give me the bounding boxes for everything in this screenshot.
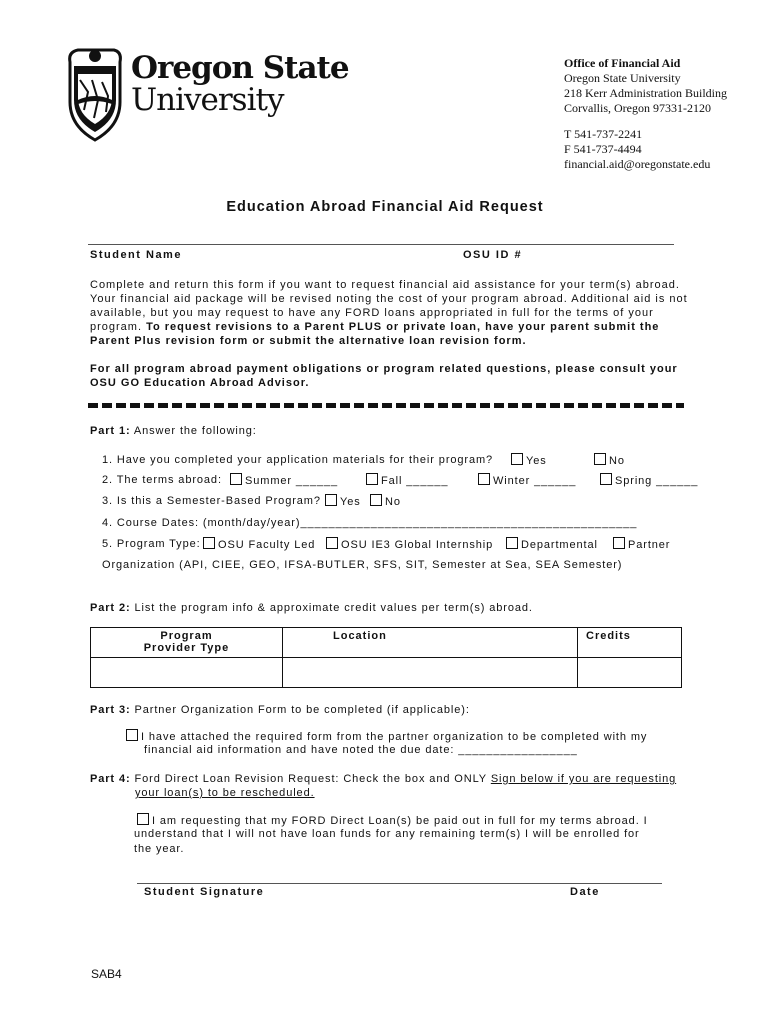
fax: F 541-737-4494 xyxy=(564,142,642,156)
table-row[interactable] xyxy=(91,658,682,688)
institution-name: Oregon State University xyxy=(564,71,681,85)
q2-winter-label: Winter ______ xyxy=(493,475,577,487)
program-table xyxy=(90,627,682,688)
part4-check-line2: understand that I will not have loan funds for any remaining term(s) I will be enrolled for xyxy=(134,828,640,840)
q3-no[interactable] xyxy=(370,494,401,508)
q1-no-label: No xyxy=(609,455,625,467)
student-name-label: Student Name xyxy=(90,249,182,261)
intro-paragraph xyxy=(90,278,690,348)
q2-text: 2. The terms abroad: xyxy=(102,474,222,486)
checkbox[interactable] xyxy=(366,473,378,485)
q1-text: 1. Have you completed your application materials for their program? xyxy=(102,454,494,466)
part4-heading xyxy=(90,773,676,785)
checkbox[interactable] xyxy=(370,494,382,506)
part3-heading xyxy=(90,704,470,716)
student-signature-label: Student Signature xyxy=(144,886,265,898)
q2-spring[interactable] xyxy=(600,473,698,487)
q2-summer[interactable] xyxy=(230,473,338,487)
part3-text: Partner Organization Form to be completed (if applicable): xyxy=(134,704,470,716)
part2-text: List the program info & approximate credit values per term(s) abroad. xyxy=(134,602,533,614)
q3-yes-label: Yes xyxy=(340,496,361,508)
email: financial.aid@oregonstate.edu xyxy=(564,157,711,171)
university-name-line1: Oregon State xyxy=(131,50,349,86)
university-name-line2: University xyxy=(131,82,284,118)
form-code: SAB4 xyxy=(91,967,122,981)
q4-text: 4. Course Dates: (month/day/year)________________________________________________ xyxy=(102,517,638,529)
location-cell[interactable] xyxy=(283,658,578,688)
city: Corvallis, Oregon 97331-2120 xyxy=(564,101,711,115)
credits-cell[interactable] xyxy=(578,658,682,688)
q5-departmental-label: Departmental xyxy=(521,539,598,551)
checkbox[interactable] xyxy=(126,729,138,741)
checkbox[interactable] xyxy=(203,537,215,549)
part1-label: Part 1: xyxy=(90,425,131,437)
part4-check-line1: I am requesting that my FORD Direct Loan(s) be paid out in full for my terms abroad. I xyxy=(152,815,648,827)
divider xyxy=(88,403,684,408)
intro-text: Complete and return this form if you want to request financial aid assistance for your term(s) abroad. Your financial aid package will be revised noting the cost of your program abroad. Additional aid is not available, but you may request to have any FORD loans appropriated in full for the terms of your program. xyxy=(90,279,688,333)
checkbox[interactable] xyxy=(613,537,625,549)
checkbox[interactable] xyxy=(325,494,337,506)
part4-text: Ford Direct Loan Revision Request: Check the box and ONLY xyxy=(134,773,491,785)
intro-bold: To request revisions to a Parent PLUS or private loan, have your parent submit the Parent Plus revision form or submit the alternative loan revision form. xyxy=(90,321,660,347)
q5-text: 5. Program Type: xyxy=(102,538,201,550)
checkbox[interactable] xyxy=(600,473,612,485)
checkbox[interactable] xyxy=(511,453,523,465)
q2-spring-label: Spring ______ xyxy=(615,475,699,487)
q1-yes-label: Yes xyxy=(526,455,547,467)
q2-summer-label: Summer ______ xyxy=(245,475,339,487)
program-cell[interactable] xyxy=(91,658,283,688)
col-credits: Credits xyxy=(578,628,682,658)
building: 218 Kerr Administration Building xyxy=(564,86,727,100)
part2-heading xyxy=(90,602,533,614)
part1-text: Answer the following: xyxy=(133,425,257,437)
q5-ie3[interactable] xyxy=(326,537,493,551)
part3-check[interactable] xyxy=(126,729,647,743)
q3-text: 3. Is this a Semester-Based Program? xyxy=(102,495,321,507)
part1-heading xyxy=(90,425,257,437)
q2-winter[interactable] xyxy=(478,473,576,487)
q1-yes[interactable] xyxy=(511,453,547,467)
part3-check-line1: I have attached the required form from the partner organization to be completed with my xyxy=(141,731,648,743)
part3-check-line2: financial aid information and have noted the due date: _________________ xyxy=(144,744,578,756)
q2-fall[interactable] xyxy=(366,473,448,487)
contact-info xyxy=(564,127,710,172)
signature-line[interactable] xyxy=(137,883,662,884)
phone: T 541-737-2241 xyxy=(564,127,643,141)
q5-faculty[interactable] xyxy=(203,537,315,551)
col-program-provider: Program Provider Type xyxy=(91,628,283,658)
checkbox[interactable] xyxy=(594,453,606,465)
part4-check-line3: the year. xyxy=(134,843,185,855)
checkbox[interactable] xyxy=(478,473,490,485)
table-header-row xyxy=(91,628,682,658)
part3-label: Part 3: xyxy=(90,704,131,716)
q1-no[interactable] xyxy=(594,453,625,467)
consult-paragraph: For all program abroad payment obligations or program related questions, please consult your OSU GO Education Abroad Advisor. xyxy=(90,363,678,389)
date-label: Date xyxy=(570,886,600,898)
checkbox[interactable] xyxy=(230,473,242,485)
part4-label: Part 4: xyxy=(90,773,131,785)
col-location: Location xyxy=(283,628,578,658)
q3-no-label: No xyxy=(385,496,401,508)
part4-underlined2: your loan(s) to be rescheduled. xyxy=(135,787,315,799)
q2-fall-label: Fall ______ xyxy=(381,475,449,487)
q5-partner-label: Partner xyxy=(628,539,671,551)
part2-label: Part 2: xyxy=(90,602,131,614)
beaver-seal-icon xyxy=(70,50,121,140)
osu-id-label: OSU ID # xyxy=(463,249,523,261)
q3-yes[interactable] xyxy=(325,494,361,508)
q5-partner-continued: Organization (API, CIEE, GEO, IFSA-BUTLER, SFS, SIT, Semester at Sea, SEA Semester) xyxy=(102,559,623,571)
checkbox[interactable] xyxy=(506,537,518,549)
name-id-line[interactable] xyxy=(88,244,674,245)
q5-departmental[interactable] xyxy=(506,537,598,551)
form-title: Education Abroad Financial Aid Request xyxy=(226,199,544,215)
part4-check[interactable] xyxy=(137,813,648,827)
office-address xyxy=(564,56,727,116)
checkbox[interactable] xyxy=(326,537,338,549)
office-name: Office of Financial Aid xyxy=(564,56,681,70)
q5-partner[interactable] xyxy=(613,537,670,551)
part4-underlined1: Sign below if you are requesting xyxy=(490,773,677,785)
q5-faculty-label: OSU Faculty Led xyxy=(218,539,316,551)
q5-ie3-label: OSU IE3 Global Internship xyxy=(341,539,494,551)
checkbox[interactable] xyxy=(137,813,149,825)
